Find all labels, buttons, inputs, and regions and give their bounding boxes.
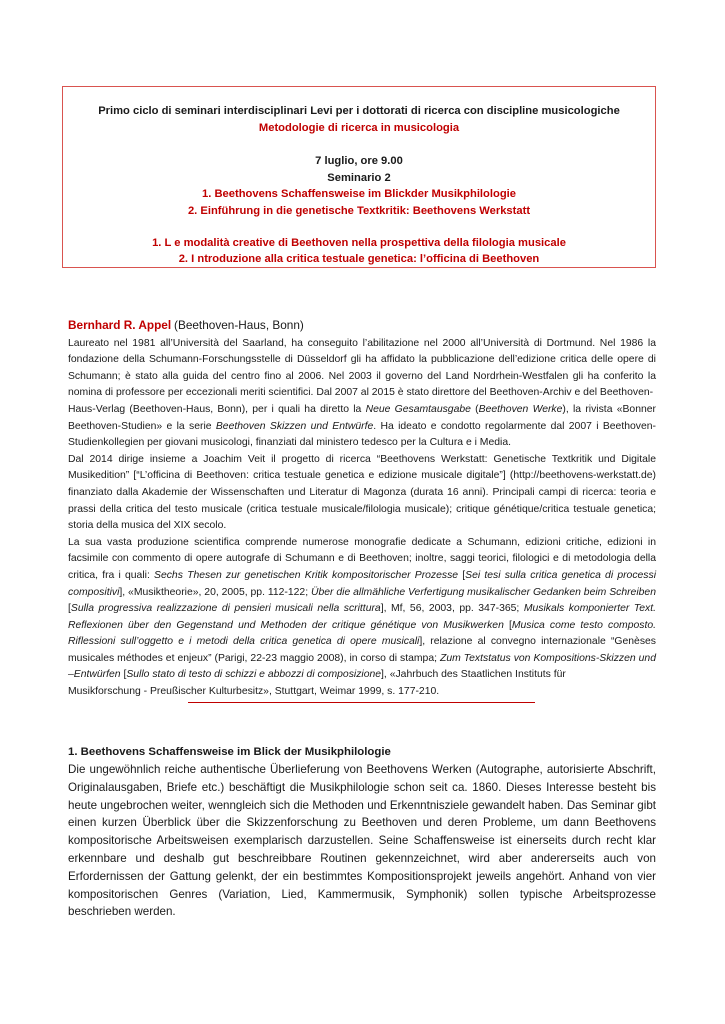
- italian-title-2: 2. I ntroduzione alla critica testuale genetica: l’officina di Beethoven: [178, 253, 540, 265]
- seminar-section-1: [68, 744, 656, 921]
- series-title: Primo ciclo di seminari interdisciplinari Levi per i dottorati di ricerca con discipline musicologiche: [98, 105, 620, 117]
- bio-text: La sua vasta produzione scientifica comprende numerose monografie dedicate a Schumann, edizioni critiche, edizioni in facsimile con commento di opere autografe di Schumann e di Beethoven; inoltre, saggi teorici, filologici e di metodologia della critica, fra i quali:: [68, 536, 656, 581]
- bio-text: Haus-Verlag (Beethoven-Haus, Bonn), per i quali ha diretto la: [68, 403, 366, 415]
- section-divider: [188, 702, 535, 703]
- speaker-bio: [68, 317, 656, 701]
- bio-paragraph-2: Dal 2014 dirige insieme a Joachim Veit il progetto di ricerca “Beethovens Werkstatt: Genetische Textkritik und Digitale Musikedition” [“L’officina di Beethoven: critica testuale genetica e edizione musicale digitale”] (http://beethovens-werkstatt.de) finanziato dalla Akademie der Wissenschaften und Literatur di Magonza (durata 16 anni). Principali campi di ricerca: teoria e prassi della critica del testo musicale (critica testuale musicale/filologia musicale); critique génétique/critica testuale genetica; storia della musica del XIX secolo.: [68, 453, 656, 532]
- seminar-date: 7 luglio, ore 9.00: [315, 155, 403, 167]
- bio-text: ], «Musiktheorie», 20, 2005, pp. 112-122;: [119, 586, 311, 598]
- speaker-affiliation: (Beethoven-Haus, Bonn): [174, 318, 304, 332]
- bio-italic: Neue Gesamtausgabe: [365, 403, 471, 415]
- bio-paragraph-1: [68, 336, 656, 402]
- bio-text: [: [120, 669, 127, 681]
- bio-italic: Über die allmähliche Verfertigung musikalischer Gedanken beim Schreiben: [310, 586, 656, 598]
- bio-italic: Zum Textstatus von Kompositions-Skizzen und –Entwürfen: [68, 652, 656, 681]
- bio-text: Laureato nel 1981 all’Università del Saarland, ha conseguito l’abilitazione nel 2000 all’Università di Dortmund. Nel 1986 la fondazione della Schumann-Forschungsstelle di Düsseldorf gli ha affidato la pubblicazione dell’edizione critica delle opere di Schumann; è stato alla guida del centro fino al 2006. Nel 2003 il governo del Land Nordrhein-Westfalen gli ha conferito la nomina di professore per eccezionali meriti scientifici. Dal 2007 al 2015 è stato direttore del Beethoven-Archiv e del Beethoven-: [68, 337, 656, 399]
- bio-italic: Sulla progressiva realizzazione di pensieri musicali nella scrittura: [70, 603, 381, 615]
- bio-italic: Sullo stato di testo di schizzi e abbozzi di composizione: [126, 669, 382, 681]
- german-title-1: 1. Beethovens Schaffensweise im Blickder Musikphilologie: [202, 188, 516, 200]
- bio-text: (: [470, 403, 479, 415]
- speaker-heading: [68, 317, 656, 336]
- bio-paragraph-1b: [68, 402, 656, 452]
- bio-text: [: [458, 569, 466, 581]
- section-1-heading: 1. Beethovens Schaffensweise im Blick der Musikphilologie: [68, 746, 391, 758]
- bio-text: ], «Jahrbuch des Staatlichen Instituts für: [381, 669, 566, 681]
- seminar-header-box: [62, 86, 656, 268]
- bio-paragraph-3: [68, 535, 656, 684]
- bio-text: . Ha ideato e condotto regolarmente dal 2007 i Beethoven-Studienkollegien per giovani musicologi, finanziati dal ministero tedesco per la Cultura e i Media.: [68, 420, 656, 449]
- bio-italic: Musikals komponierter Text. Reflexionen über den Gegenstand und Methoden der critique génétique von Musikwerken: [68, 603, 656, 631]
- bio-text: ], Mf, 56, 2003, pp. 347-365;: [380, 603, 524, 615]
- bio-italic: Sei tesi sulla critica genetica di processi compositivi: [68, 569, 657, 598]
- german-title-2: 2. Einführung in die genetische Textkritik: Beethovens Werkstatt: [187, 205, 531, 217]
- bio-paragraph-3b: Musikforschung - Preußischer Kulturbesitz», Stuttgart, Weimar 1999, s. 177-210.: [68, 686, 440, 698]
- bio-text: [: [68, 603, 71, 615]
- bio-italic: Beethoven Werke: [478, 403, 563, 415]
- bio-italic: Beethoven Skizzen und Entwürfe: [215, 420, 374, 432]
- bio-text: ], relazione al convegno internazionale “Genèses musicales méthodes et enjeux” (Parigi, 22-23 maggio 2008), in corso di stampa;: [68, 636, 656, 664]
- series-subtitle: Metodologie di ricerca in musicologia: [258, 122, 460, 134]
- bio-italic: Sechs Thesen zur genetischen Kritik kompositorischer Prozesse: [154, 569, 459, 581]
- bio-italic: Musica come testo composto. Riflessioni sull’oggetto e i metodi della critica genetica di opere musicali: [68, 619, 656, 648]
- bio-text: [: [503, 619, 512, 631]
- italian-title-1: 1. L e modalità creative di Beethoven nella prospettiva della filologia musicale: [152, 237, 566, 249]
- speaker-name: Bernhard R. Appel: [68, 318, 172, 332]
- section-1-body: Die ungewöhnlich reiche authentische Überlieferung von Beethovens Werken (Autographe, autorisierte Abschrift, Originalausgaben, Briefe etc.) beschäftigt die Musikphilologie schon seit ca. 1860. Dieses Interesse besteht bis heute ungebrochen weiter, wenngleich sich die Methoden und Erkenntnisziele gewandelt haben. Das Seminar gibt einen kurzen Überblick über die Skizzenforschung zu Beethoven und deren Probleme, um dann Beethovens kompositorische Arbeitsweisen exemplarisch darzustellen. Seine Schaffensweise ist einerseits durch recht klar erkennbare und deshalb gut beschreibbare Routinen gekennzeichnet, wird aber andererseits auch von Erfordernissen der Gattung gelenkt, der ein bestimmtes Kompositionsprojekt jeweils angehört. Anhand von vier kompositorischen Genres (Variation, Lied, Kammermusik, Symphonik) sollen typische Arbeitsprozesse beschrieben werden.: [68, 763, 656, 919]
- bio-text: ), la rivista «Bonner Beethoven-Studien» e la serie: [68, 403, 657, 432]
- seminar-number: Seminario 2: [327, 172, 391, 184]
